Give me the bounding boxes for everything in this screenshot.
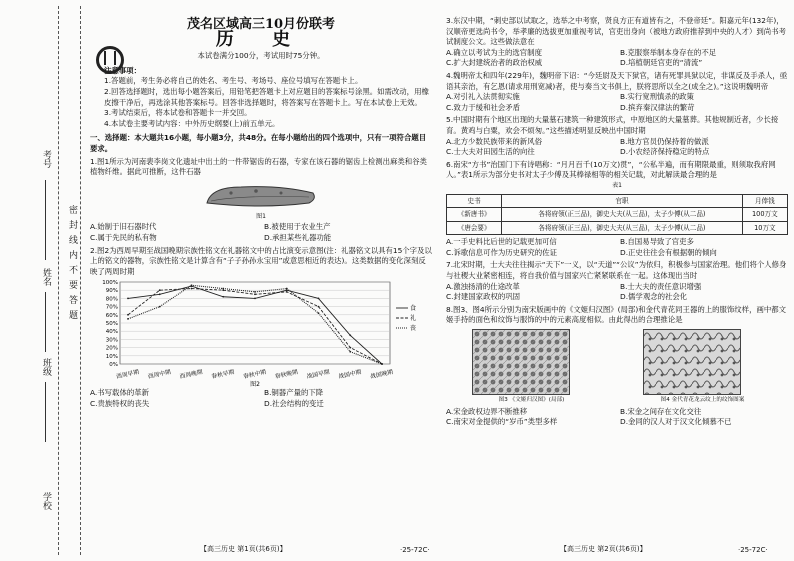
- option-b[interactable]: B.士大夫的责任意识增强: [620, 281, 702, 291]
- subject-title: 历 史: [215, 28, 307, 50]
- figure-caption: 图1: [256, 212, 266, 220]
- footer-code-2: ·25-72C·: [738, 546, 768, 554]
- x-tick-label: 春秋早期: [211, 369, 236, 381]
- table-cell: 《新唐书》: [447, 208, 502, 222]
- table-cell: 100万文: [742, 208, 787, 222]
- option-b[interactable]: B.自国易导致了官吏多: [620, 237, 694, 247]
- data-point: [159, 294, 161, 296]
- data-point: [222, 296, 224, 298]
- x-tick-label: 西周早期: [115, 369, 140, 381]
- data-point: [286, 290, 288, 292]
- data-point: [254, 291, 256, 293]
- option-d[interactable]: D.金同的汉人对于汉文化倾慕不已: [620, 417, 732, 427]
- option-d[interactable]: D.培植朝廷官吏的“清流”: [620, 58, 703, 68]
- y-tick-label: 40%: [105, 329, 118, 336]
- option-d[interactable]: D.承担某些礼器功能: [264, 232, 332, 242]
- series-line-1: [128, 289, 382, 364]
- notice-item: 4.本试卷主要考试内容：中外历史纲要(上)前五单元。: [104, 118, 280, 128]
- option-c[interactable]: C.诉歌信息可作为历史研究的佐证: [446, 247, 557, 257]
- data-point: [159, 306, 161, 308]
- x-tick-label: 西周中期: [147, 369, 172, 381]
- data-point: [254, 298, 256, 300]
- question-2: [90, 246, 432, 410]
- binding-strip: [0, 0, 86, 561]
- table-cell: 《唐会要》: [447, 221, 502, 235]
- page-column-1: [90, 14, 432, 409]
- x-tick-label: 春秋中期: [242, 369, 267, 381]
- option-d[interactable]: D.小农经济保持稳定的特点: [620, 147, 710, 157]
- question-4: [446, 71, 788, 113]
- table-header: 史书: [447, 194, 502, 208]
- legend-label: 丧: [410, 325, 417, 333]
- table-cell: 各将府领(正三品)，御史大夫(从三品)，太子少傅(从二品): [502, 208, 743, 222]
- question-stem: 3.东汉中期，“刺史部以试取之，选举之中考察，贤良方正有道皆有之，不登帝廷”。阳嘉元年(132年)，汉顺帝更选尚书令，举孝廉的选拔更加重视考试，官吏出身向（被地方政府推荐到中央的人才）到尚书考试制度公文。这些做法意在: [446, 16, 786, 47]
- notice-item: 1.答题前，考生务必将自己的姓名、考生号、考场号、座位号填写在答题卡上。: [104, 76, 363, 86]
- notice-item: 3.考试结束后，将本试卷和答题卡一并交回。: [104, 108, 252, 118]
- x-tick-label: 春秋晚期: [274, 369, 299, 381]
- data-point: [191, 288, 193, 290]
- question-stem: 2.图2为西周早期至战国晚期宗族性铭文在礼器铭文中的占比演变示意图(注：礼器铭文以具有15个字及以上的铭文的器物，宗族性铭文是计算含有“子子孙孙永宝用”或意思相近的表达)。这类数据的变化深刻反映了两周时期: [90, 245, 432, 276]
- option-a[interactable]: A.始制于旧石器时代: [90, 222, 157, 232]
- table-caption: 表1: [612, 181, 622, 189]
- seal-warning: 密封线内不要答题: [67, 205, 77, 325]
- y-tick-label: 10%: [105, 354, 118, 361]
- data-point: [159, 290, 161, 292]
- data-point: [349, 347, 351, 349]
- y-tick-label: 0%: [109, 362, 118, 369]
- question-stem: 4.魏明帝太和四年(229年)，魏明帝下诏：“今廷尉及天下狱官，诸有死罪具狱以定，非谋反及手杀人，亟语其亲治，有乞恩(请求用刑宽减)者，使与奏当文书俱上，朕将思所以全之(成全之)。”这说明魏明帝: [446, 70, 788, 91]
- option-c[interactable]: C.南宋对金提供的“岁币”类型多样: [446, 417, 558, 427]
- y-tick-label: 70%: [105, 304, 118, 311]
- option-c[interactable]: C.封建国家政权的巩固: [446, 292, 521, 302]
- option-c[interactable]: C.扩大封建统治者的政治权威: [446, 58, 543, 68]
- option-b[interactable]: B.克服察举制本身存在的不足: [620, 47, 717, 57]
- table-cell: 各将府领(正三品)，御史大夫(从三品)，太子少傅(从二品): [502, 221, 743, 235]
- series-line-2: [128, 286, 382, 365]
- question-stem: 5.中国时期有个地区出现的大量墓石建筑一种建筑形式，中原地区的大量墓葬。其他规制近者，少长接育。黄鸡与白粟，欢会不烦匆。”这些描述明显反映出中国时期: [446, 115, 779, 135]
- option-d[interactable]: D.摈弃秦汉律法的繁苛: [620, 102, 695, 112]
- data-point: [349, 335, 351, 337]
- option-d[interactable]: D.儒学观念的社会化: [620, 292, 688, 302]
- option-a[interactable]: A.宋金政权边界不断推移: [446, 406, 528, 416]
- question-3: [446, 16, 788, 69]
- question-8: [446, 305, 788, 428]
- option-b[interactable]: B.宋金之间存在文化交往: [620, 406, 702, 416]
- exam-intro: 本试卷满分100分，考试用时75分钟。: [197, 51, 325, 61]
- option-a[interactable]: A.确立以考试为主的选官制度: [446, 47, 542, 57]
- xingming-blank[interactable]: [45, 292, 46, 352]
- table-cell: 10万文: [742, 221, 787, 235]
- y-tick-label: 50%: [105, 321, 118, 328]
- table-row: [447, 221, 788, 235]
- legend-label: 礼: [410, 315, 417, 323]
- data-table: [446, 194, 788, 236]
- option-d[interactable]: D.社会结构的变迁: [264, 398, 324, 408]
- porcelain-pattern-image: [643, 329, 741, 395]
- option-a[interactable]: A.北方少数民族带来的新风俗: [446, 136, 542, 146]
- option-a[interactable]: A.书写载体的革新: [90, 388, 150, 398]
- question-stem: 1.图1所示为河南裴李岗文化遗址中出土的一件带锯齿的石器，专家在该石器的锯齿上检测出麻类和谷类植物纤维。据此可推断，这件石器: [90, 156, 427, 177]
- y-tick-label: 80%: [105, 296, 118, 303]
- figure-caption: 图3 《文姬归汉图》(局部): [498, 397, 565, 404]
- y-tick-label: 60%: [105, 313, 118, 320]
- data-point: [127, 314, 129, 316]
- footer-page-1: 【高三历史 第1页(共6页)】: [200, 545, 287, 553]
- notice-item: 2.回答选择题时，选出每小题答案后，用铅笔把答题卡上对应题目的答案标号涂黑。如需改动，用橡皮擦干净后，再选涂其他答案标号。回答非选择题时，将答案写在答题卡上。写在本试卷上无效。: [104, 86, 429, 107]
- kaohao-blank[interactable]: [45, 180, 46, 260]
- section-heading: 一、选择题：本大题共16小题，每小题3分，共48分。在每小题给出的四个选项中，只有一项符合题目要求。: [90, 133, 427, 153]
- question-7: [446, 260, 788, 302]
- question-stem: 8.图3、图4所示分别为南宋版画中的《文姬归汉图》(局部)和金代青花同王器的上的服饰纹样，画中都文姬手持的面色和纹饰与服饰的中的元素高度相似。由此得出的合理推论是: [446, 304, 787, 325]
- legend-label: 食: [410, 305, 417, 313]
- banji-blank[interactable]: [45, 382, 46, 442]
- xingming-label: 姓名: [41, 268, 51, 286]
- option-a[interactable]: A.一手史料比后世的记载更加可信: [446, 237, 557, 247]
- option-b[interactable]: B.地方官员仍保持着的做派: [620, 136, 709, 146]
- data-point: [286, 288, 288, 290]
- option-c[interactable]: C.属于先民的私有物: [90, 232, 157, 242]
- table-header: 官职: [502, 194, 743, 208]
- data-point: [381, 363, 383, 365]
- y-tick-label: 20%: [105, 345, 118, 352]
- x-tick-label: 西周晚期: [179, 369, 204, 381]
- option-c[interactable]: C.士大夫对田园生活的向往: [446, 147, 535, 157]
- table-row: [447, 208, 788, 222]
- option-a[interactable]: A.激浊扬清的仕途改革: [446, 281, 520, 291]
- footer-code-1: ·25-72C·: [400, 546, 430, 554]
- kaohao-label: 考号: [41, 150, 51, 168]
- data-point: [222, 290, 224, 292]
- seal-line-right: [80, 6, 81, 555]
- option-a[interactable]: A.对引礼入法贯彻实施: [446, 92, 520, 102]
- question-stem: 7.北宋时期，士大夫往往揭示“天下”一义，以“天道”“公议”为依归，积极参与国家治理。他们将个人修身与社稷大业紧密相连，将自我价值与国家兴亡紧紧联系在一起。这体现出当时: [446, 260, 787, 281]
- figure-caption: 图2: [250, 381, 260, 389]
- option-d[interactable]: D.正史往往会有根据朝的倾向: [620, 247, 717, 257]
- line-chart: [90, 278, 432, 388]
- data-point: [222, 288, 224, 290]
- notice-block: [90, 66, 432, 130]
- exam-title: 茂名区域高三10月份联考: [186, 17, 336, 32]
- data-point: [191, 285, 193, 287]
- data-point: [254, 294, 256, 296]
- data-point: [349, 351, 351, 353]
- stone-tool-figure: [201, 181, 321, 211]
- x-tick-label: 战国中期: [338, 369, 363, 381]
- option-b[interactable]: B.实行宽刑慎杀的政策: [620, 92, 694, 102]
- option-c[interactable]: C.致力于缓和社会矛盾: [446, 102, 521, 112]
- seal-line-left: [58, 6, 59, 555]
- option-c[interactable]: C.贵族特权的丧失: [90, 398, 150, 408]
- table-header: 月俸钱: [742, 194, 787, 208]
- x-tick-label: 战国晚期: [369, 369, 394, 381]
- xuexiao-label: 学校: [41, 492, 51, 510]
- data-point: [286, 291, 288, 293]
- data-point: [318, 313, 320, 315]
- data-point: [127, 318, 129, 320]
- option-b[interactable]: B.被使用于农业生产: [264, 222, 331, 232]
- question-6: [446, 160, 788, 259]
- option-b[interactable]: B.铜器产量的下降: [264, 388, 324, 398]
- y-tick-label: 30%: [105, 337, 118, 344]
- y-tick-label: 90%: [105, 288, 118, 295]
- data-point: [127, 298, 129, 300]
- data-point: [318, 306, 320, 308]
- question-stem: 6.南宋“方书”治国门下有诗唱称：“月月百千(10万文)贯”，“公私半遍，而有期限最重，则须取我府网人。”表1所示为部分史书对太子少傅及其棒禄相等的相关记载，对此解读最合理的是: [446, 159, 776, 180]
- notice-heading: 注意事项：: [104, 65, 141, 75]
- question-1: [90, 157, 432, 244]
- x-tick-label: 战国早期: [306, 369, 331, 381]
- data-point: [318, 298, 320, 300]
- painting-image: [472, 329, 570, 395]
- banji-label: 班级: [41, 358, 51, 376]
- y-tick-label: 100%: [102, 280, 118, 287]
- footer-page-2: 【高三历史 第2页(共6页)】: [560, 545, 647, 553]
- exam-logo-icon: [96, 46, 124, 74]
- page-column-2: [446, 14, 788, 428]
- figure-caption: 图4 金代青花龙云纹上的纹饰图案: [660, 397, 745, 404]
- question-5: [446, 115, 788, 157]
